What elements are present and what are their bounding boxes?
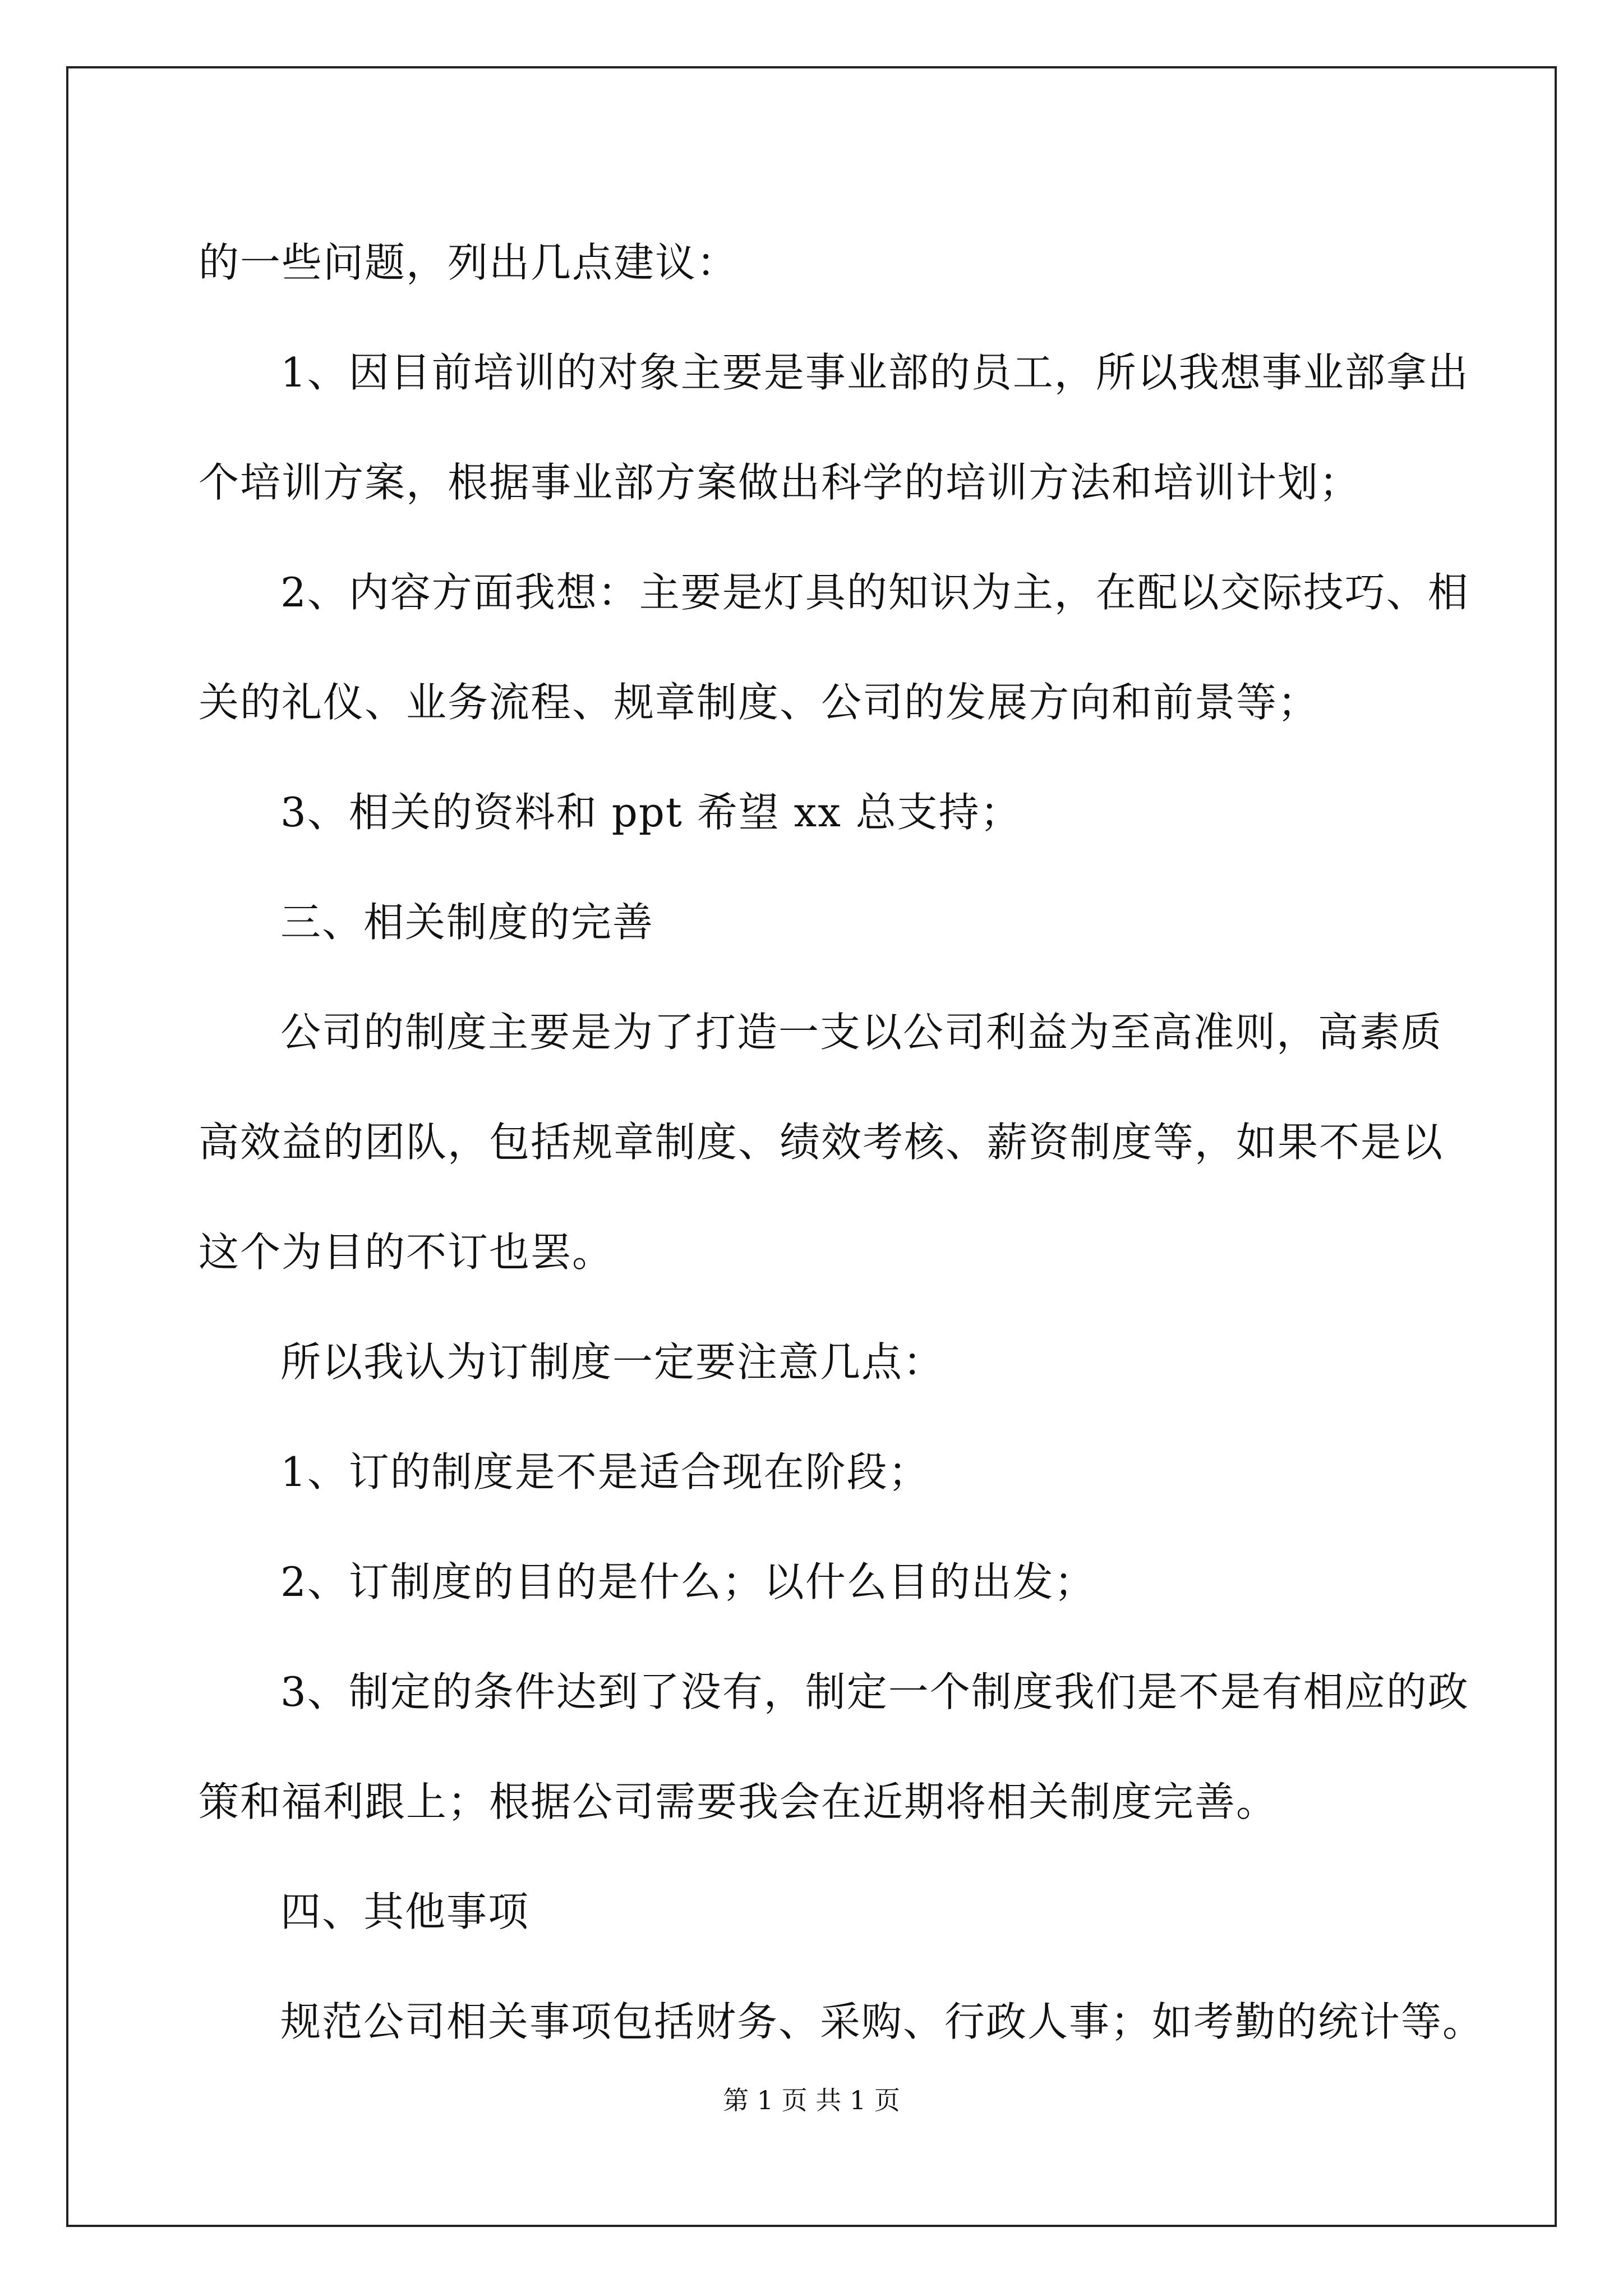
paragraph: 3、相关的资料和 ppt 希望 xx 总支持； (280, 789, 1022, 836)
section-heading: 三、相关制度的完善 (280, 899, 654, 946)
paragraph: 公司的制度主要是为了打造一支以公司利益为至高准则，高素质 (280, 1009, 1443, 1056)
paragraph: 2、订制度的目的是什么；以什么目的出发； (280, 1558, 1096, 1605)
paragraph: 1、订的制度是不是适合现在阶段； (280, 1448, 930, 1496)
paragraph: 的一些问题，列出几点建议： (199, 239, 739, 286)
paragraph: 规范公司相关事项包括财务、采购、行政人事；如考勤的统计等。 (280, 1998, 1484, 2045)
section-heading: 四、其他事项 (280, 1888, 530, 1935)
document-body (199, 208, 1484, 2077)
paragraph: 2、内容方面我想：主要是灯具的知识为主，在配以交际技巧、相 (280, 569, 1469, 616)
paragraph: 关的礼仪、业务流程、规章制度、公司的发展方向和前景等； (199, 679, 1320, 726)
page-number-footer: 第 1 页 共 1 页 (723, 2085, 900, 2115)
paragraph: 这个为目的不订也罢。 (199, 1228, 614, 1276)
paragraph: 个培训方案，根据事业部方案做出科学的培训方法和培训计划； (199, 459, 1361, 506)
paragraph: 策和福利跟上；根据公司需要我会在近期将相关制度完善。 (199, 1778, 1278, 1825)
paragraph: 1、因目前培训的对象主要是事业部的员工，所以我想事业部拿出 (280, 349, 1469, 396)
paragraph: 所以我认为订制度一定要注意几点： (280, 1338, 945, 1386)
paragraph: 高效益的团队，包括规章制度、绩效考核、薪资制度等，如果不是以 (199, 1119, 1444, 1166)
paragraph: 3、制定的条件达到了没有，制定一个制度我们是不是有相应的政 (280, 1668, 1469, 1715)
